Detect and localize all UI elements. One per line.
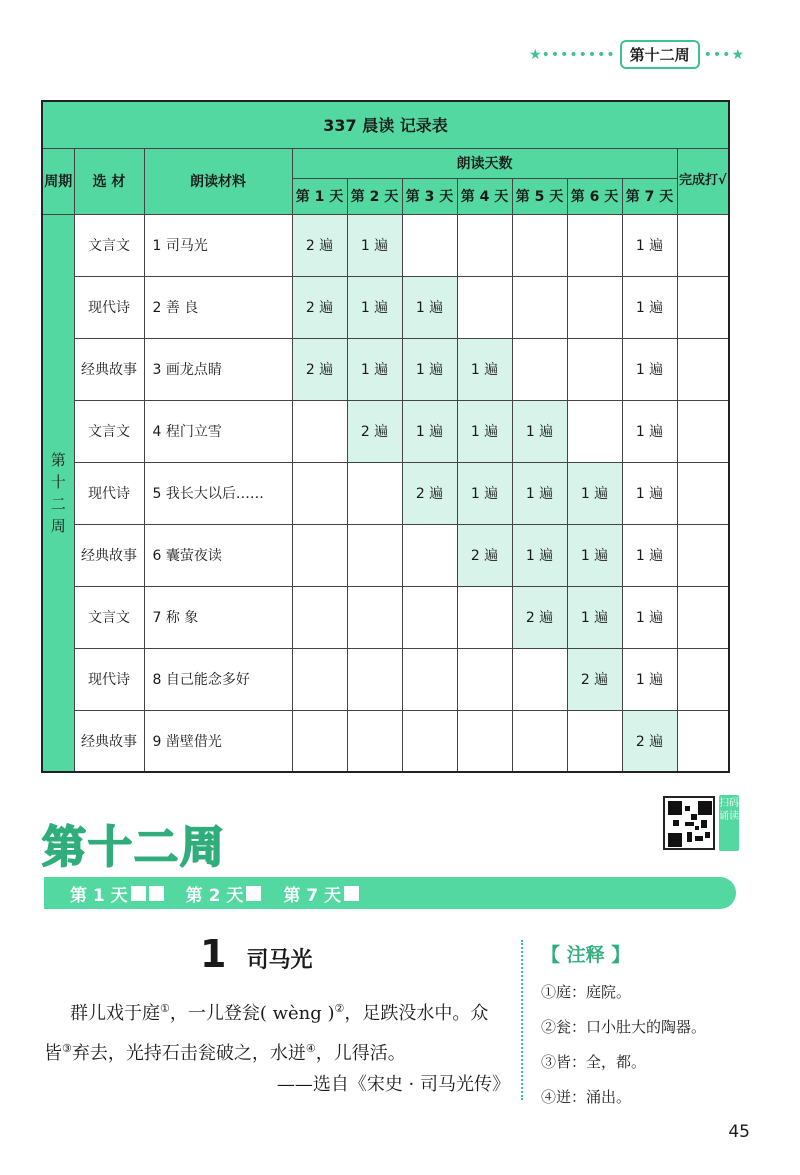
table-row [42,338,729,400]
page-number: 45 [728,1122,750,1142]
day-count-cell [567,710,622,772]
done-checkbox-cell[interactable] [677,338,729,400]
day-item [186,881,262,906]
category-cell: 经典故事 [74,710,144,772]
category-cell: 现代诗 [74,462,144,524]
material-cell: 2 善 良 [144,276,292,338]
day-count-cell: 1 遍 [402,338,457,400]
day-item [283,881,359,906]
day-count-cell [292,462,347,524]
qr-code-icon[interactable] [663,796,715,850]
week-tag-label: 第十二周 [620,40,700,69]
day-item-label: 第 1 天 [70,885,128,906]
day-count-cell: 2 遍 [512,586,567,648]
day-count-cell [292,710,347,772]
material-cell: 7 称 象 [144,586,292,648]
checkbox[interactable] [246,886,261,901]
day-count-cell: 1 遍 [622,400,677,462]
lesson-title: 司马光 [246,948,313,973]
day-count-cell [457,214,512,276]
day-count-cell [457,586,512,648]
category-cell: 经典故事 [74,524,144,586]
day-count-cell [512,338,567,400]
day-count-cell: 1 遍 [402,400,457,462]
day-header: 第 4 天 [457,178,512,214]
day-count-cell [512,214,567,276]
done-checkbox-cell[interactable] [677,648,729,710]
col-category-header: 选 材 [74,148,144,214]
day-count-cell [292,586,347,648]
day-count-cell [402,214,457,276]
day-count-cell [512,648,567,710]
day-count-cell: 1 遍 [622,524,677,586]
done-checkbox-cell[interactable] [677,400,729,462]
day-item [70,881,164,906]
note-item: ④迸：涌出。 [541,1088,632,1106]
day-count-cell [402,648,457,710]
done-checkbox-cell[interactable] [677,214,729,276]
reading-record-table [41,100,730,773]
lesson-text-line-1: 群儿戏于庭①，一儿登瓮( wèng )②，足跌没水中。众 [70,1002,489,1024]
day-count-cell [292,400,347,462]
material-cell: 9 凿壁借光 [144,710,292,772]
material-cell: 4 程门立雪 [144,400,292,462]
day-count-cell: 1 遍 [622,586,677,648]
day-header: 第 6 天 [567,178,622,214]
col-days-header: 朗读天数 [292,148,677,178]
day-count-cell [292,648,347,710]
table-row [42,214,729,276]
day-count-cell: 2 遍 [347,400,402,462]
day-count-cell: 1 遍 [567,462,622,524]
week-cell: 第十二周 [42,214,74,772]
category-cell: 经典故事 [74,338,144,400]
day-count-cell [567,338,622,400]
day-count-cell: 1 遍 [457,400,512,462]
day-count-cell: 1 遍 [512,462,567,524]
day-item-label: 第 7 天 [283,885,342,906]
day-count-cell [402,586,457,648]
day-count-cell: 1 遍 [622,462,677,524]
table-row [42,400,729,462]
day-count-cell: 1 遍 [457,338,512,400]
day-count-cell [347,648,402,710]
category-cell: 文言文 [74,400,144,462]
col-week-header: 周期 [42,148,74,214]
day-header: 第 5 天 [512,178,567,214]
day-header: 第 1 天 [292,178,347,214]
day-count-cell: 1 遍 [457,462,512,524]
table-row [42,648,729,710]
week-tag [529,40,744,69]
col-done-header: 完成打√ [677,148,729,214]
day-count-cell [567,400,622,462]
day-count-cell: 1 遍 [622,648,677,710]
material-cell: 8 自己能念多好 [144,648,292,710]
day-count-cell [567,276,622,338]
day-item-label: 第 2 天 [185,885,244,906]
day-count-cell: 2 遍 [292,338,347,400]
day-count-cell [567,214,622,276]
day-count-cell: 2 遍 [567,648,622,710]
week-banner: 第十二周 [42,822,226,873]
done-checkbox-cell[interactable] [677,462,729,524]
lesson-heading [200,932,312,976]
day-count-cell: 1 遍 [622,338,677,400]
category-cell: 文言文 [74,214,144,276]
lesson-text-line-2: 皆③弃去，光持石击瓮破之，水迸④，儿得活。 [44,1042,406,1064]
table-row [42,586,729,648]
star-icon: ★ [731,46,744,63]
category-cell: 现代诗 [74,648,144,710]
checkbox[interactable] [149,886,164,901]
day-count-cell: 1 遍 [402,276,457,338]
day-progress-bar [44,877,736,909]
day-count-cell [292,524,347,586]
notes-list [541,975,706,1115]
day-count-cell: 1 遍 [622,214,677,276]
material-cell: 1 司马光 [144,214,292,276]
day-count-cell [457,710,512,772]
day-count-cell: 1 遍 [512,400,567,462]
dots-decoration: •••••••• [541,46,616,63]
material-cell: 5 我长大以后…… [144,462,292,524]
note-item: ③皆：全，都。 [541,1053,647,1071]
done-checkbox-cell[interactable] [677,276,729,338]
day-count-cell: 2 遍 [457,524,512,586]
lesson-source: ——选自《宋史 · 司马光传》 [276,1074,510,1095]
day-count-cell: 1 遍 [567,586,622,648]
lesson-number: 1 [200,932,227,976]
scan-read-label: 扫码诵读 [719,795,739,851]
material-cell: 3 画龙点睛 [144,338,292,400]
notes-title: 【 注释 】 [541,944,631,966]
day-count-cell: 1 遍 [347,338,402,400]
table-row [42,276,729,338]
note-item: ①庭：庭院。 [541,983,632,1001]
day-count-cell [402,524,457,586]
table-title: 337 晨读 记录表 [42,101,729,148]
day-count-cell: 2 遍 [622,710,677,772]
table-row [42,710,729,772]
day-header: 第 3 天 [402,178,457,214]
day-count-cell: 1 遍 [347,276,402,338]
day-count-cell: 2 遍 [292,276,347,338]
star-icon: ★ [529,46,542,63]
day-count-cell: 2 遍 [292,214,347,276]
day-count-cell: 2 遍 [402,462,457,524]
day-count-cell [457,276,512,338]
col-material-header: 朗读材料 [144,148,292,214]
table-row [42,524,729,586]
dots-decoration: ••• [703,46,732,63]
category-cell: 现代诗 [74,276,144,338]
day-count-cell [457,648,512,710]
checkbox[interactable] [131,886,146,901]
material-cell: 6 囊萤夜读 [144,524,292,586]
checkbox[interactable] [344,886,359,901]
day-count-cell [347,462,402,524]
day-count-cell [347,710,402,772]
day-count-cell [402,710,457,772]
day-header: 第 2 天 [347,178,402,214]
day-count-cell [512,710,567,772]
done-checkbox-cell[interactable] [677,710,729,772]
done-checkbox-cell[interactable] [677,586,729,648]
day-count-cell [347,586,402,648]
day-count-cell: 1 遍 [512,524,567,586]
note-item: ②瓮：口小肚大的陶器。 [541,1018,707,1036]
day-count-cell [512,276,567,338]
day-header: 第 7 天 [622,178,677,214]
day-count-cell: 1 遍 [567,524,622,586]
table-row [42,462,729,524]
divider [521,940,523,1100]
day-count-cell: 1 遍 [622,276,677,338]
category-cell: 文言文 [74,586,144,648]
day-count-cell: 1 遍 [347,214,402,276]
done-checkbox-cell[interactable] [677,524,729,586]
day-count-cell [347,524,402,586]
